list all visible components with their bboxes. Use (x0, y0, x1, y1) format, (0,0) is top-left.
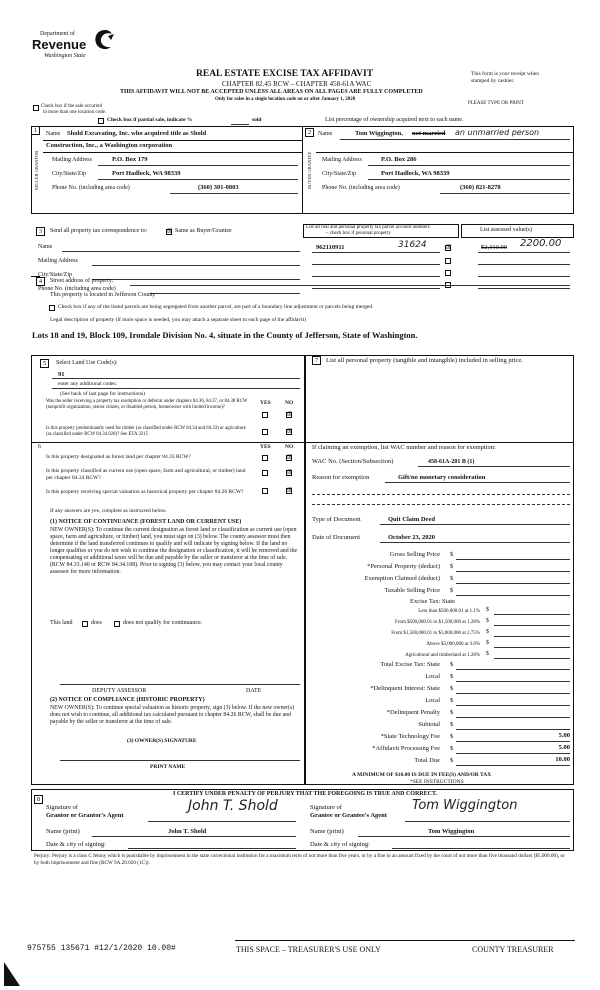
grantee-sig-label-2: Grantee or Grantee's Agent (310, 812, 387, 819)
delinquent-state-label: *Delinquent Interest: State (370, 685, 440, 692)
grantor-sig-label-2: Grantor or Grantor's Agent (46, 812, 124, 819)
delinquent-state-dollar: $ (450, 685, 454, 692)
grantor-date-label: Date & city of signing: (46, 841, 106, 848)
multi-location-checkbox[interactable] (33, 105, 39, 111)
buyer-side-label: BUYER GRANTEE (307, 151, 312, 189)
county-treasurer-label: COUNTY TREASURER (472, 945, 554, 954)
certify-statement: I CERTIFY UNDER PENALTY OF PERJURY THAT THE FOREGOING IS TRUE AND CORRECT. (173, 791, 438, 797)
street-address-label: Street address of property: (50, 278, 114, 284)
s6-question-1: Is this property designated as forest land per chapter 84.33 RCW? (46, 454, 191, 460)
tier-2-label: From $500,000.01 to $1,500,000 at 1.28% (395, 620, 480, 625)
receipt-note-2: stamped by cashier. (471, 78, 515, 84)
buyer-mailing[interactable]: P.O. Box 286 (381, 156, 417, 163)
segregated-label: Check box if any of the listed parcels are being segregated from another parcel, are part of a boundary line adjustment or parcels being merged. (58, 304, 374, 310)
print-name-label: PRINT NAME (150, 764, 186, 770)
total-due-value[interactable]: 10.00 (555, 756, 570, 763)
minimum-due-note: A MINIMUM OF $10.00 IS DUE IN FEE(S) AND/OR TAX (352, 772, 492, 778)
grantor-name[interactable]: John T. Shold (168, 828, 207, 835)
dor-swirl-icon (92, 28, 118, 52)
taxable-label: Taxable Selling Price (384, 587, 440, 594)
seller-name-line1[interactable]: Shold Excavating, Inc. who acquired title as Shold (67, 130, 207, 137)
corner-arrow-icon (4, 962, 20, 986)
buyer-name-handwritten: an unmarried person (455, 128, 540, 137)
same-as-buyer-checkbox[interactable]: ☒ (167, 229, 173, 235)
same-as-buyer-label: Same as Buyer/Grantee (175, 228, 232, 234)
tier-3-label: From $1,500,000.01 to $3,000,000 at 2.75% (391, 631, 480, 636)
grantor-sig-label-1: Signature of (46, 804, 78, 811)
s5-q1-no-checkbox[interactable]: ☒ (287, 412, 293, 418)
dor-logo (32, 28, 122, 68)
owner-signature-label: (3) OWNER(S) SIGNATURE (127, 738, 197, 744)
section-5-number: 5 (40, 359, 49, 368)
exemption-reason[interactable]: Gift/no monetary consideration (398, 474, 486, 481)
grantee-name-label: Name (print) (310, 828, 344, 835)
logo-dept-line: Department of (40, 31, 75, 37)
logo-revenue: Revenue (32, 37, 87, 52)
partial-sale-checkbox[interactable] (98, 118, 104, 124)
s6-question-2: Is this property classified as current use (open space, farm and agricultural, or timber) land per chapter 84.34 RCW? (46, 468, 246, 481)
seller-name-line2[interactable]: Construction, Inc., a Washington corporation (46, 142, 173, 149)
assessor-date-label: DATE (246, 688, 262, 694)
local-label: Local (425, 673, 440, 680)
tier-1-label: Less than $500,000.01 at 1.1% (418, 609, 480, 614)
buyer-name-label: Name (318, 131, 333, 137)
buyer-city-label: City/State/Zip (322, 171, 356, 177)
land-does-label: does (91, 620, 102, 626)
s6-yes-header: YES (260, 444, 271, 450)
this-land-label: This land (50, 620, 73, 626)
perjury-statement: Perjury: Perjury is a class C felony which is punishable by imprisonment in the state correctional institution for a maximum term of not more than five years, or by a fine in an amount fixed by the court of not more than five thousand dollars ($5,000.00), or by both imprisonment and fine (RCW 9A.20.020 (1C)). (34, 853, 565, 866)
tier-4-label: Above $3,000,000 at 3.0% (426, 642, 480, 647)
s5-q1-yes-checkbox[interactable] (262, 412, 268, 418)
grantee-signature[interactable]: Tom Wiggington (412, 798, 518, 813)
s6-q1-no-checkbox[interactable]: ☒ (287, 455, 293, 461)
receipt-note-1: This form is your receipt when (471, 71, 539, 77)
corr-mailing-label: Mailing Address (38, 258, 78, 264)
s5-question-2: Is this property predominantly used for timber (as classified under RCW 84.34 and 84.33) or agriculture (as classified under RCW 84.34.020)? See ETA 3215 (46, 426, 246, 437)
s5-q2-yes-checkbox[interactable] (262, 429, 268, 435)
treasurer-space-label: THIS SPACE – TREASURER'S USE ONLY (236, 945, 381, 954)
tier-1-dollar: $ (486, 607, 489, 613)
section-7-number: 7 (312, 356, 321, 365)
tech-fee-label: *State Technology Fee (380, 733, 440, 740)
subtotal-label: Subtotal (418, 721, 440, 728)
exemption-reason-label: Reason for exemption (312, 474, 370, 481)
doc-type-label: Type of Document (312, 516, 361, 523)
tech-fee-value[interactable]: 5.00 (558, 732, 570, 739)
exemption-label: If claiming an exemption, list WAC number and reason for exemption: (312, 444, 496, 451)
processing-fee-label: *Affidavit Processing Fee (372, 745, 440, 752)
form-subtitle: CHAPTER 82.45 RCW – CHAPTER 458-61A WAC (222, 80, 372, 88)
s5-q2-no-checkbox[interactable]: ☒ (287, 429, 293, 435)
s6-q3-yes-checkbox[interactable] (262, 488, 268, 494)
taxable-dollar: $ (450, 587, 454, 594)
corr-phone-label: Phone No. (including area code) (38, 286, 116, 292)
parcel-2-personal-checkbox[interactable] (445, 258, 451, 264)
multi-location-label-2: in more than one location code. (43, 110, 107, 115)
form-note: Only for sales in a single location code on or after January 1, 2020 (215, 97, 356, 102)
seller-side-label: SELLER GRANTOR (34, 150, 39, 190)
seller-name-label: Name (46, 131, 61, 137)
excise-state-label: Excise Tax: State (410, 598, 455, 605)
wac-label: WAC No. (Section/Subsection) (312, 458, 394, 465)
exemption-claimed-label: Exemption Claimed (deduct) (364, 575, 440, 582)
tier-5-dollar: $ (486, 651, 489, 657)
assessed-value-struck: $2,310.00 (481, 244, 507, 251)
see-back-note: (See back of last page for instructions) (60, 391, 145, 397)
land-does-checkbox[interactable] (82, 621, 88, 627)
parcel-number[interactable]: 962110911 (316, 244, 345, 251)
section-8-number: 8 (34, 795, 43, 804)
see-instructions: *SEE INSTRUCTIONS (410, 779, 464, 785)
grantor-name-label: Name (print) (46, 828, 80, 835)
corr-name-label: Name (38, 244, 53, 250)
parcel-number-handwritten: 31624 (398, 240, 427, 250)
county-line: This property is located in Jefferson County (50, 292, 156, 298)
s6-q2-yes-checkbox[interactable] (262, 470, 268, 476)
wac-number[interactable]: 458-61A-201 B (1) (428, 459, 475, 465)
tier-2-dollar: $ (486, 618, 489, 624)
land-use-label: Select Land Use Code(s): (56, 360, 118, 366)
seller-phone-label: Phone No. (including area code) (52, 185, 130, 191)
tier-4-dollar: $ (486, 640, 489, 646)
personal-property-label: List all personal property (tangible and intangible) included in selling price. (326, 357, 523, 364)
correspondence-label: Send all property tax correspondence to: (50, 228, 148, 234)
section-1-number: 1 (31, 126, 40, 135)
parcel-header-1: List all real and personal property tax parcel account numbers (306, 225, 430, 230)
doc-date[interactable]: October 23, 2020 (388, 534, 435, 541)
parcel-header-2: – check box if personal property (326, 231, 391, 236)
buyer-name-struck: not married (412, 130, 446, 137)
personal-dollar: $ (450, 563, 454, 570)
penalty-dollar: $ (450, 709, 454, 716)
tech-fee-dollar: $ (450, 733, 454, 740)
logo-state: Washington State (44, 53, 86, 59)
total-state-dollar: $ (450, 661, 454, 668)
grantee-date-label: Date & city of signing: (310, 841, 370, 848)
local-dollar: $ (450, 673, 454, 680)
deputy-assessor-label: DEPUTY ASSESSOR (92, 688, 147, 694)
assessed-header: List assessed value(s) (480, 227, 532, 233)
personal-label: *Personal Property (deduct) (367, 563, 440, 570)
s6-no-header: NO (285, 444, 294, 450)
s6-q2-no-checkbox[interactable]: ☒ (287, 470, 293, 476)
multi-location-label-1: Check box if the sale occurred (41, 104, 102, 109)
segregated-checkbox[interactable] (49, 305, 55, 311)
total-state-label: Total Excise Tax: State (380, 661, 440, 668)
legal-description-label: Legal description of property (if more space is needed, you may attach a separate sheet to each page of the affidavit) (50, 317, 306, 323)
doc-type[interactable]: Quit Claim Deed (388, 516, 435, 523)
partial-sale-label: Check box if partial sale, indicate % (107, 117, 193, 123)
total-due-dollar: $ (450, 757, 454, 764)
buyer-name-typed[interactable]: Tom Wiggington, (355, 130, 403, 137)
assessed-value-handwritten: 2200.00 (520, 238, 562, 249)
land-use-code[interactable]: 91 (58, 371, 65, 378)
s6-if-yes: If any answers are yes, complete as instructed below. (50, 508, 167, 514)
legal-description[interactable]: Lots 18 and 19, Block 109, Irondale Division No. 4, situate in the County of Jefferson, State of Washington. (32, 330, 418, 340)
s6-question-3: Is this property receiving special valuation as historical property per chapter 84.26 RCW? (46, 489, 244, 495)
tier-5-label: Agricultural and timberland at 1.28% (405, 653, 480, 658)
parcel-1-personal-checkbox[interactable]: ☒ (446, 245, 452, 251)
buyer-phone[interactable]: (360) 821-8278 (460, 184, 501, 191)
partial-sale-sold: sold (252, 117, 262, 123)
s5-yes-header: YES (260, 400, 271, 406)
parcel-3-personal-checkbox[interactable] (445, 270, 451, 276)
section-2-number: 2 (305, 128, 314, 137)
seller-city[interactable]: Port Hadlock, WA 98339 (112, 170, 181, 177)
grantor-signature[interactable]: John T. Shold (188, 798, 278, 814)
land-does-not-checkbox[interactable] (114, 621, 120, 627)
s5-question-1: Was the seller receiving a property tax exemption or deferral under chapters 84.36, 84.37, or 84.38 RCW (nonprofit organization, senior citizen, or disabled person, homeowner with limited income)? (46, 399, 248, 410)
processing-fee-value[interactable]: 5.00 (558, 744, 570, 751)
recording-stamp: 975755 135671 #12/1/2020 10.00# (27, 944, 176, 953)
grantee-name[interactable]: Tom Wiggington (428, 828, 475, 835)
subtotal-dollar: $ (450, 721, 454, 728)
form-title: REAL ESTATE EXCISE TAX AFFIDAVIT (196, 69, 374, 79)
corr-city-label: City/State/Zip (38, 272, 72, 278)
s5-no-header: NO (285, 400, 294, 406)
gross-dollar: $ (450, 551, 454, 558)
gross-label: Gross Selling Price (389, 551, 440, 558)
section-4-number: 4 (36, 277, 45, 286)
s6-q1-yes-checkbox[interactable] (262, 455, 268, 461)
exemption-claimed-dollar: $ (450, 575, 454, 582)
continuance-title: (1) NOTICE OF CONTINUANCE (FOREST LAND OR CURRENT USE) (50, 519, 242, 525)
buyer-mailing-label: Mailing Address (322, 157, 362, 163)
seller-mailing-label: Mailing Address (52, 157, 92, 163)
section-3-number: 3 (36, 227, 45, 236)
total-due-label: Total Due (414, 757, 440, 764)
seller-mailing[interactable]: P.O. Box 179 (112, 156, 148, 163)
section-6-number: 6 (38, 444, 41, 450)
compliance-body: NEW OWNER(S): To continue special valuation as historic property, sign (3) below. If the new owner(s) does not wish to continue, all additional tax calculated pursuant to chapter 84.26 RCW, shall be due and payable by the seller or transferor at the time of sale. (50, 705, 295, 725)
form-warning: THIS AFFIDAVIT WILL NOT BE ACCEPTED UNLESS ALL AREAS ON ALL PAGES ARE FULLY COMPLETED (120, 89, 423, 95)
grantee-sig-label-1: Signature of (310, 804, 342, 811)
penalty-label: *Delinquent Penalty (386, 709, 440, 716)
additional-codes-label: enter any additional codes: (58, 381, 118, 387)
s6-q3-no-checkbox[interactable]: ☒ (287, 488, 293, 494)
seller-city-label: City/State/Zip (52, 171, 86, 177)
continuance-body: NEW OWNER(S): To continue the current designation as forest land or classification as current use (open space, farm and agriculture, or timber) land, you must sign on (3) below. The county assessor must then determine if the land transferred continues to qualify and will indicate by signing below. If the land no longer qualifies or you do not wish to continue the designation or classification, it will be removed and the compensating or additional taxes will be due and payable by the seller or transferor at the time of sale. (RCW 84.33.140 or RCW 84.34.108). Prior to signing (3) below, you may contact your local county assessor for more information. (50, 527, 298, 575)
delinquent-local-dollar: $ (450, 697, 454, 704)
delinquent-local-label: Local (425, 697, 440, 704)
tier-3-dollar: $ (486, 629, 489, 635)
buyer-phone-label: Phone No. (including area code) (322, 185, 400, 191)
buyer-city[interactable]: Port Hadlock, WA 98339 (381, 170, 450, 177)
compliance-title: (2) NOTICE OF COMPLIANCE (HISTORIC PROPERTY) (50, 697, 205, 703)
processing-fee-dollar: $ (450, 745, 454, 752)
doc-date-label: Date of Document (312, 534, 361, 541)
land-does-not-label: does not qualify for continuance. (123, 620, 203, 626)
seller-phone[interactable]: (360) 301-0803 (198, 184, 239, 191)
ownership-note: List percentage of ownership acquired next to each name. (325, 117, 464, 123)
please-type: PLEASE TYPE OR PRINT (468, 101, 524, 106)
